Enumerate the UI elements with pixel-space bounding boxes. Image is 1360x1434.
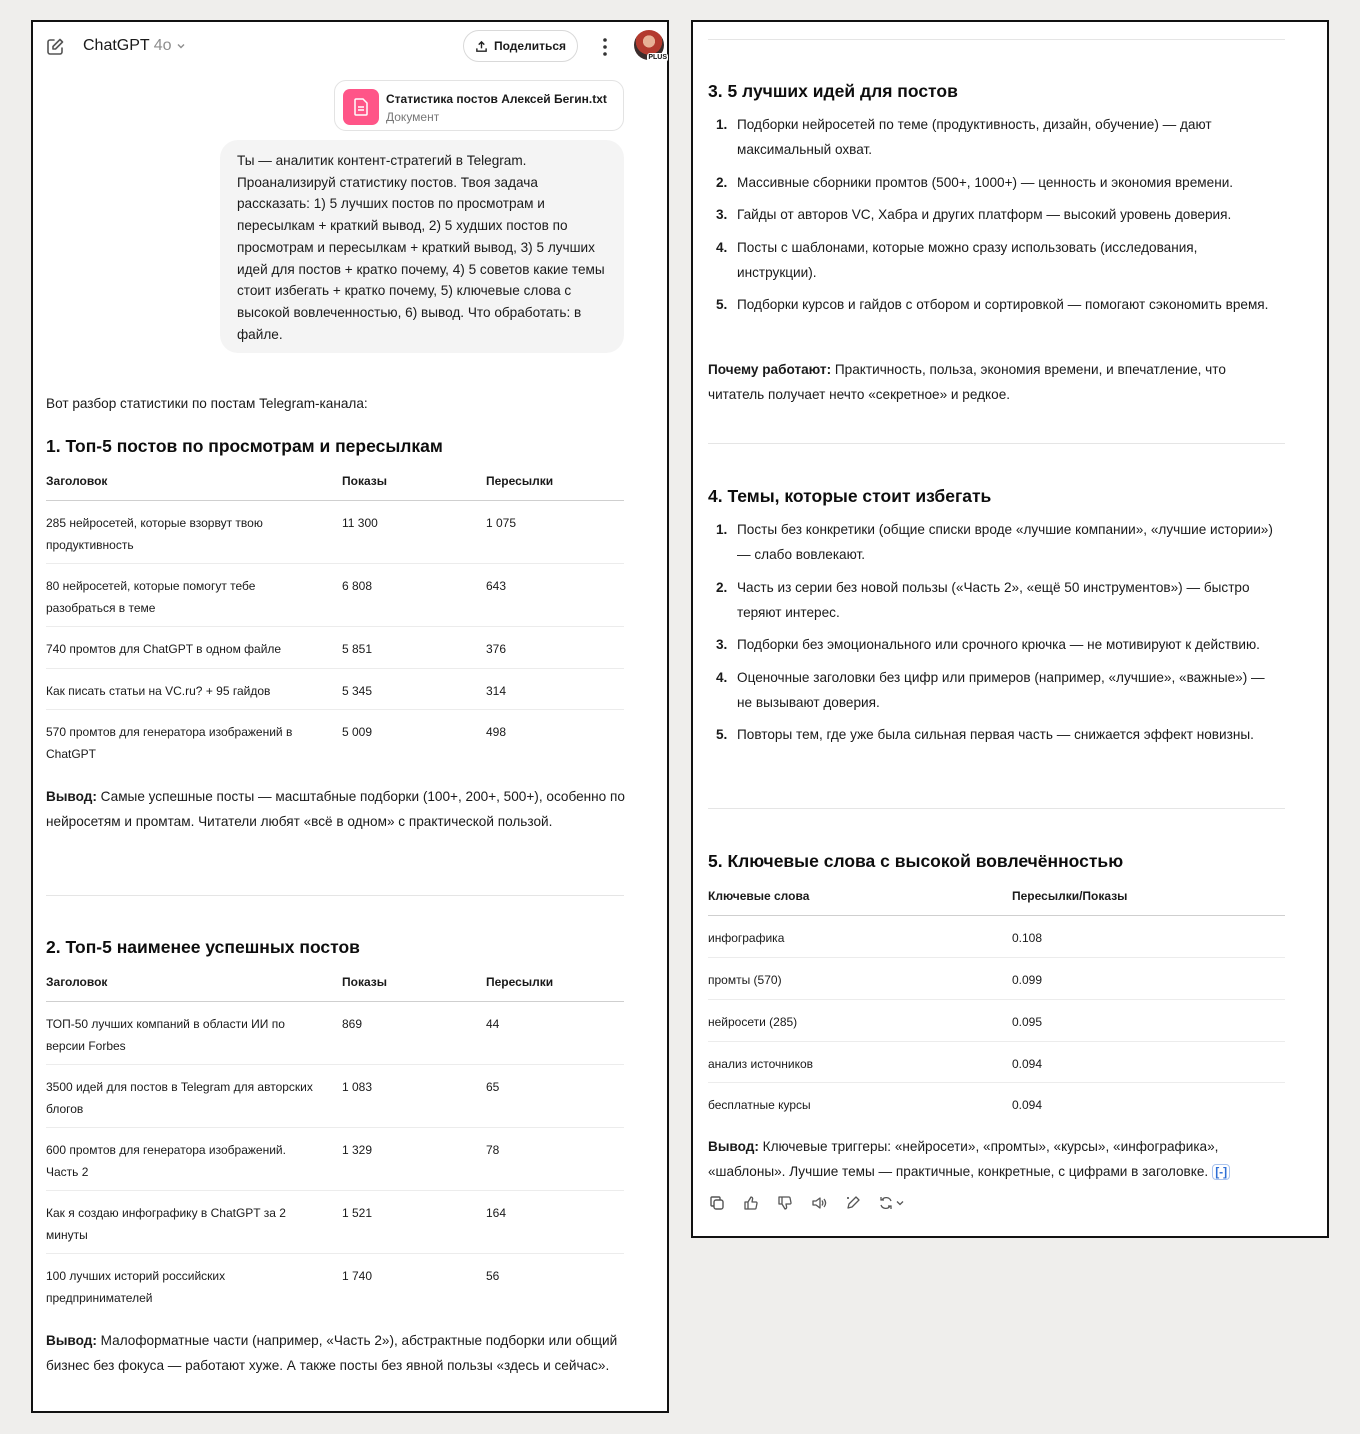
table-cell: 65 (486, 1080, 500, 1094)
table-cell: 570 промтов для генератора изображений в ChatGPT (46, 725, 293, 761)
list-number: 2. (716, 579, 728, 595)
list-number: 4. (716, 239, 728, 255)
list-item-text: Посты с шаблонами, которые можно сразу использовать (исследования, инструкции). (737, 239, 1198, 280)
final-conclusion (708, 1134, 1283, 1185)
list-item (708, 202, 1273, 227)
table-cell: Как я создаю инфографику в ChatGPT за 2 минуты (46, 1206, 286, 1242)
copy-icon[interactable] (708, 1194, 726, 1212)
table-row (46, 1065, 624, 1128)
table-cell: 0.099 (1012, 973, 1043, 987)
section3-title: 3. 5 лучших идей для постов (708, 81, 958, 101)
attachment-card[interactable] (334, 80, 624, 131)
list-item-text: Оценочные заголовки без цифр или примеров (например, «лучшие», «важные») — не вызывают доверия. (737, 669, 1265, 710)
col-header-title: Заголовок (46, 474, 108, 488)
list-number: 5. (716, 297, 728, 312)
table-cell: 56 (486, 1269, 500, 1283)
list-number: 4. (716, 669, 728, 685)
table-cell: 498 (486, 725, 507, 739)
table-cell: 80 нейросетей, которые помогут тебе разобраться в теме (46, 579, 256, 615)
keywords-table (708, 889, 1285, 1123)
table-cell: 100 лучших историй российских предпринимателей (46, 1269, 226, 1305)
list-item (708, 517, 1283, 567)
col-header-forwards: Пересылки (486, 975, 554, 989)
conclusion-label: Вывод: (46, 789, 97, 804)
table-header (46, 474, 624, 501)
table-row (46, 669, 624, 710)
list-number: 1. (716, 117, 728, 132)
conclusion-label: Вывод: (46, 1333, 97, 1348)
list-item-text: Массивные сборники промтов (500+, 1000+) — ценность и экономия времени. (737, 174, 1234, 190)
table-cell: 0.094 (1012, 1098, 1043, 1112)
list-item (708, 722, 1283, 747)
table-row (46, 1128, 624, 1191)
share-label: Поделиться (493, 39, 567, 53)
source-link-icon[interactable]: [-] (1212, 1164, 1230, 1180)
chevron-down-icon (175, 40, 187, 52)
table-cell: 1 083 (342, 1080, 373, 1094)
table-cell: 285 нейросетей, которые взорвут твою продуктивность (46, 516, 263, 552)
table-cell: 44 (486, 1017, 500, 1031)
list-item (708, 112, 1273, 162)
table-cell: 1 740 (342, 1269, 373, 1283)
list-item (708, 235, 1273, 285)
table-row (46, 501, 624, 564)
list-item-text: Посты без конкретики (общие списки вроде «лучшие компании», «лучшие истории») — слабо вовлекают. (737, 522, 1273, 562)
list-item (708, 632, 1283, 657)
col-header-views: Показы (342, 474, 387, 488)
final-text: Ключевые триггеры: «нейросети», «промты», «курсы», «инфографика», «шаблоны». Лучшие темы — практичные, конкретные, с цифрами в заголовке. (708, 1139, 1219, 1179)
table-row (46, 1191, 624, 1254)
final-label: Вывод: (708, 1139, 759, 1154)
table-cell: 376 (486, 642, 507, 656)
table-cell: Как писать статьи на VC.ru? + 95 гайдов (46, 684, 271, 698)
list-number: 1. (716, 522, 728, 537)
table-cell: анализ источников (708, 1057, 814, 1071)
answer-intro: Вот разбор статистики по постам Telegram-канала: (46, 396, 368, 411)
table-cell: 1 329 (342, 1143, 373, 1157)
model-selector[interactable] (83, 37, 187, 55)
section4-title: 4. Темы, которые стоит избегать (708, 486, 992, 506)
table-header (46, 975, 624, 1002)
list-number: 5. (716, 727, 728, 742)
document-icon (343, 89, 379, 125)
list-item-text: Подборки курсов и гайдов с отбором и сортировкой — помогают сэкономить время. (737, 297, 1269, 312)
table-row (46, 1254, 624, 1316)
section5-title: 5. Ключевые слова с высокой вовлечённостью (708, 851, 1124, 871)
table-row (708, 1042, 1285, 1083)
table-row (46, 1002, 624, 1065)
list-number: 3. (716, 637, 728, 652)
more-options-icon[interactable] (595, 36, 615, 58)
table-cell: 5 345 (342, 684, 373, 698)
table-cell: 3500 идей для постов в Telegram для авторских блогов (46, 1080, 313, 1116)
table-cell: 6 808 (342, 579, 373, 593)
col-header-title: Заголовок (46, 975, 108, 989)
chat-panel-right (691, 20, 1329, 1238)
speaker-icon[interactable] (810, 1194, 828, 1212)
table-cell: 314 (486, 684, 507, 698)
col-header-views: Показы (342, 975, 387, 989)
new-chat-icon[interactable] (45, 37, 65, 57)
divider (708, 39, 1285, 40)
section2-title: 2. Топ-5 наименее успешных постов (46, 937, 360, 957)
share-icon (475, 40, 488, 53)
table-cell: 78 (486, 1143, 500, 1157)
why-label: Почему работают: (708, 362, 832, 377)
avoid-topics-list (708, 517, 1283, 755)
section3-why (708, 357, 1278, 407)
avatar[interactable] (634, 30, 667, 61)
table-cell: инфографика (708, 931, 785, 945)
section1-title: 1. Топ-5 постов по просмотрам и пересылкам (46, 436, 443, 456)
app-title: ChatGPT (83, 37, 150, 54)
table-row (708, 958, 1285, 1000)
table-cell: 164 (486, 1206, 507, 1220)
plan-badge: PLUS (648, 54, 667, 61)
table-cell: 5 851 (342, 642, 373, 656)
edit-canvas-icon[interactable] (844, 1194, 862, 1212)
list-item (708, 170, 1273, 195)
list-item-text: Подборки без эмоционального или срочного крючка — не мотивируют к действию. (737, 637, 1260, 652)
chat-header (33, 22, 667, 74)
list-number: 3. (716, 207, 728, 222)
section2-conclusion (46, 1328, 636, 1378)
table-cell: 869 (342, 1017, 363, 1031)
why-text: Практичность, польза, экономия времени, и впечатление, что читатель получает нечто «секретное» и редкое. (708, 362, 1226, 402)
chat-panel-left (31, 20, 669, 1413)
table-cell: 1 521 (342, 1206, 373, 1220)
share-button[interactable] (463, 30, 578, 62)
divider (46, 895, 624, 896)
divider (708, 443, 1285, 444)
attachment-file-name: Статистика постов Алексей Бегин.txt (386, 92, 607, 106)
table-cell: 0.108 (1012, 931, 1043, 945)
table-cell: промты (570) (708, 973, 782, 987)
col-header-ratio: Пересылки/Показы (1012, 889, 1128, 903)
table-cell: бесплатные курсы (708, 1098, 811, 1112)
user-message: Ты — аналитик контент-стратегий в Telegram. Проанализируй статистику постов. Твоя задача рассказать: 1) 5 лучших постов по просмотрам и пересылкам + краткий вывод, 2) 5 худших постов по просмотрам и пересылкам + краткий вывод, 3) 5 лучших идей для постов + кратко почему, 4) 5 советов какие темы стоит избегать + кратко почему, 5) ключевые слова с высокой вовлеченностью, 6) вывод. Что обработать: в файле. (220, 140, 624, 353)
regenerate-icon[interactable] (878, 1194, 908, 1212)
top-posts-table (46, 474, 624, 772)
list-number: 2. (716, 174, 728, 190)
list-item-text: Повторы тем, где уже была сильная первая часть — снижается эффект новизны. (737, 727, 1254, 742)
conclusion-text: Малоформатные части (например, «Часть 2»), абстрактные подборки или общий бизнес без фокуса — работают хуже. А также посты без явной пользы «здесь и сейчас». (46, 1333, 618, 1373)
table-row (46, 710, 624, 772)
table-header (708, 889, 1285, 916)
section1-conclusion (46, 784, 626, 834)
table-cell: 5 009 (342, 725, 373, 739)
table-cell: 0.094 (1012, 1057, 1043, 1071)
list-item (708, 292, 1273, 317)
table-cell: 0.095 (1012, 1015, 1043, 1029)
table-cell: 600 промтов для генератора изображений. Часть 2 (46, 1143, 286, 1179)
table-row (708, 916, 1285, 958)
table-cell: 643 (486, 579, 507, 593)
table-row (46, 564, 624, 627)
thumbs-down-icon[interactable] (776, 1194, 794, 1212)
col-header-forwards: Пересылки (486, 474, 554, 488)
table-row (46, 627, 624, 669)
attachment-file-type: Документ (386, 110, 440, 124)
list-item-text: Часть из серии без новой пользы («Часть 2», «ещё 50 инструментов») — быстро теряют интерес. (737, 579, 1250, 620)
table-cell: нейросети (285) (708, 1015, 798, 1029)
col-header-keywords: Ключевые слова (708, 889, 810, 903)
list-item (708, 575, 1283, 625)
table-cell: 740 промтов для ChatGPT в одном файле (46, 642, 282, 656)
table-row (708, 1000, 1285, 1042)
table-cell: 11 300 (342, 516, 378, 530)
best-ideas-list (708, 112, 1273, 325)
worst-posts-table (46, 975, 624, 1316)
list-item-text: Гайды от авторов VC, Хабра и других платформ — высокий уровень доверия. (737, 207, 1232, 222)
model-version: 4o (153, 37, 172, 54)
table-row (708, 1083, 1285, 1123)
list-item (708, 665, 1283, 715)
table-cell: ТОП-50 лучших компаний в области ИИ по версии Forbes (46, 1017, 285, 1053)
table-cell: 1 075 (486, 516, 517, 530)
conclusion-text: Самые успешные посты — масштабные подборки (100+, 200+, 500+), особенно по нейросетям и промтам. Читатели любят «всё в одном» с практической пользой. (46, 789, 625, 829)
divider (708, 808, 1285, 809)
list-item-text: Подборки нейросетей по теме (продуктивность, дизайн, обучение) — дают максимальный охват. (737, 117, 1212, 157)
thumbs-up-icon[interactable] (742, 1194, 760, 1212)
message-actions (708, 1194, 908, 1212)
